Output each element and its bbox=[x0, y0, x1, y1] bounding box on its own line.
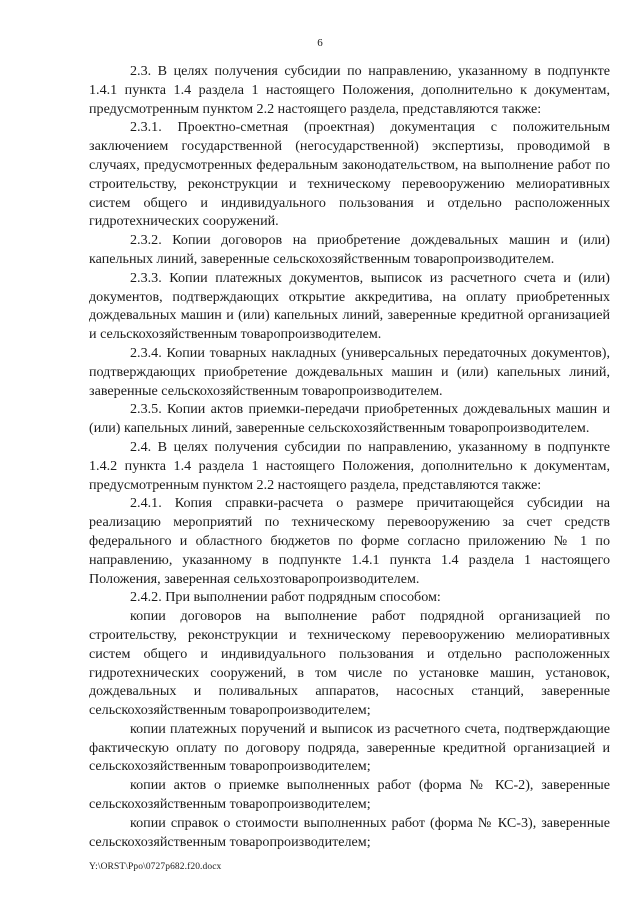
list-item-acceptance-acts: копии актов о приемке выполненных работ (форма № КС-2), заверенные сельскохозяйственным товаропроизводителем; bbox=[89, 777, 610, 813]
list-item-cost-certificates: копии справок о стоимости выполненных работ (форма № КС-3), заверенные сельскохозяйственным товаропроизводителем; bbox=[89, 814, 610, 850]
paragraph-2-3-3: 2.3.3. Копии платежных документов, выписок из расчетного счета и (или) документов, подтверждающих открытие аккредитива, на оплату приобретенных дождевальных машин и (или) капельных линий, заверенные кредитной организацией и сельскохозяйственным товаропроизводителем. bbox=[89, 269, 610, 343]
paragraph-2-4-2: 2.4.2. При выполнении работ подрядным способом: bbox=[130, 589, 441, 606]
paragraph-2-4-1: 2.4.1. Копия справки-расчета о размере причитающейся субсидии на реализацию мероприятий по техническому перевооружению за счет средств федерального и областного бюджетов по форме согласно приложению № 1 по направлению, указанному в подпункте 1.4.1 пункта 1.4 раздела 1 настоящего Положения, заверенная сельхозтоваропроизводителем. bbox=[89, 495, 610, 587]
paragraph-2-3: 2.3. В целях получения субсидии по направлению, указанному в подпункте 1.4.1 пункта 1.4 раздела 1 настоящего Положения, дополнительно к документам, предусмотренным пунктом 2.2 настоящего раздела, представляются также: bbox=[89, 63, 610, 117]
paragraph-2-3-5: 2.3.5. Копии актов приемки-передачи приобретенных дождевальных машин и (или) капельных линий, заверенные сельскохозяйственным товаропроизводителем. bbox=[89, 401, 610, 437]
paragraph-2-3-4: 2.3.4. Копии товарных накладных (универсальных передаточных документов), подтверждающих приобретение дождевальных машин и (или) капельных линий, заверенные сельскохозяйственным товаропроизводителем. bbox=[89, 344, 610, 399]
list-item-payment-orders: копии платежных поручений и выписок из расчетного счета, подтверждающие фактическую оплату по договору подряда, заверенные кредитной организацией и сельскохозяйственным товаропроизводителем; bbox=[89, 720, 610, 775]
paragraph-2-3-1: 2.3.1. Проектно-сметная (проектная) документация с положительным заключением государственной (негосударственной) экспертизы, проводимой в случаях, предусмотренных федеральным законодательством, на выполнение работ по строительству, реконструкции и техническому перевооружению мелиоративных систем общего и индивидуального пользования и отдельно расположенных гидротехнических сооружений. bbox=[89, 119, 610, 230]
paragraph-2-3-2: 2.3.2. Копии договоров на приобретение дождевальных машин и (или) капельных линий, заверенные сельскохозяйственным товаропроизводителем. bbox=[89, 232, 610, 267]
footer-file-path: Y:\ORST\Ppo\0727p682.f20.docx bbox=[89, 862, 222, 872]
page-number: 6 bbox=[317, 37, 323, 49]
list-item-contracts: копии договоров на выполнение работ подрядной организацией по строительству, реконструкции и техническому перевооружению мелиоративных систем общего и индивидуального пользования и отдельно расположенных гидротехнических сооружений, в том числе по установке машин, установок, дождевальных и поливальных аппаратов, насосных станций, заверенные сельскохозяйственным товаропроизводителем; bbox=[89, 608, 610, 719]
paragraph-2-4: 2.4. В целях получения субсидии по направлению, указанному в подпункте 1.4.2 пункта 1.4 раздела 1 настоящего Положения, дополнительно к документам, предусмотренным пунктом 2.2 настоящего раздела, представляются также: bbox=[89, 438, 610, 493]
document-body bbox=[89, 62, 610, 851]
